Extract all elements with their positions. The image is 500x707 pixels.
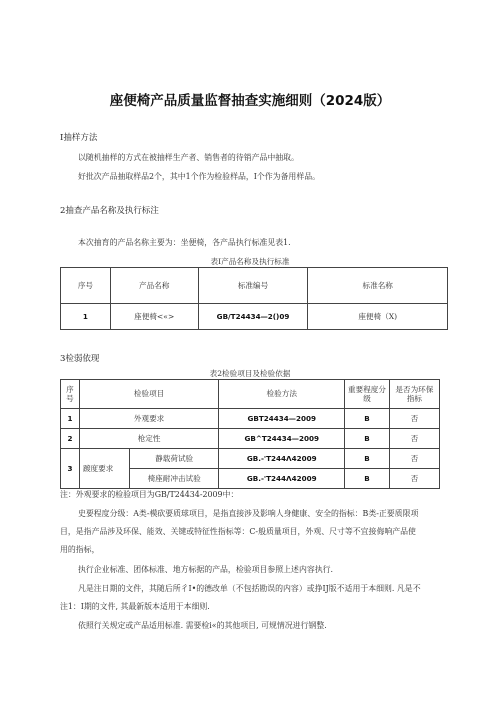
table-cell: GB.-'T244Λ42009: [219, 449, 345, 469]
column-header: 是否为环保指标: [389, 380, 439, 409]
table-cell: B: [345, 449, 390, 469]
column-header: 检验方法: [219, 380, 345, 409]
table-cell: GB^T24434—2009: [219, 429, 345, 449]
table-cell: GB.-'T244Λ42009: [219, 469, 345, 489]
section-heading-inspection-basis: 3检弱依现: [60, 354, 100, 364]
page-title: 座便椅产品质量监督抽查实施细则（2024版）: [109, 93, 391, 109]
table-cell: GB/T24434—2()09: [198, 304, 308, 330]
table-cell: 座便椅（X): [308, 304, 448, 330]
note-line: 注1：I期的文件, 其最新版本适用于本细则.: [60, 602, 210, 611]
column-header: 检验项目: [79, 380, 218, 409]
table-header-row: [61, 380, 440, 409]
table-cell: 枪定性: [79, 429, 218, 449]
column-header: 标准名称: [308, 268, 448, 304]
table-cell: 否: [389, 449, 439, 469]
column-header: 序号: [61, 268, 111, 304]
table-row: [61, 304, 448, 330]
table-caption: 表I产品名称及执行标准: [210, 257, 290, 266]
column-header: 重要程度分级: [345, 380, 390, 409]
table-cell: B: [345, 429, 390, 449]
table-cell: 外观要求: [79, 409, 218, 429]
table-caption: 表2检验项目及检验依据: [209, 369, 291, 378]
table-cell: GBT24434—2009: [219, 409, 345, 429]
table-header-row: [61, 268, 448, 304]
table-cell: 否: [389, 429, 439, 449]
table-cell: B: [345, 409, 390, 429]
column-header: 产品名称: [110, 268, 198, 304]
paragraph: 以随机抽样的方式在被抽样生产者、销售者的待销产品中抽取。: [78, 153, 299, 162]
table-row: [61, 449, 440, 469]
table-cell: 2: [61, 429, 80, 449]
note-line: 依照行关规定或产品适用标准. 需要检i«的其他项目, 可规情况进行钢整.: [78, 621, 327, 630]
paragraph: 好批次产品抽取样品2个，其中1个作为检验样品，I个作为备用样品。: [78, 172, 320, 181]
table-cell: 座便椅<«>: [110, 304, 198, 330]
inspection-items-table: [60, 379, 440, 489]
table-cell: 1: [61, 304, 111, 330]
table-cell: 1: [61, 409, 80, 429]
section-heading-products: 2抽查产品名称及执行标注: [60, 206, 159, 216]
section-heading-sampling: I抽样方法: [60, 133, 98, 143]
column-header: 标准编号: [198, 268, 308, 304]
note-line: 注：外观要求的检验项目为GB/T24434-2009中：: [60, 490, 239, 499]
note-line: 用的指标，: [60, 545, 100, 554]
note-line: 史要程度分级：A类-模砍要质球项目，是指直接涉及影响人身健康、安全的指标：B类-正要质限项: [78, 509, 419, 518]
table-cell: 静载荷试验: [130, 449, 219, 469]
paragraph: 本次抽育的产品名称主要为：坐便椅，各产品执行标准见表1.: [78, 238, 291, 247]
table-cell: 踱度要求: [79, 449, 129, 489]
table-cell: B: [345, 469, 390, 489]
table-row: [61, 409, 440, 429]
table-cell: 椅座耐冲击试验: [130, 469, 219, 489]
column-header: 序号: [61, 380, 80, 409]
table-cell: 否: [389, 469, 439, 489]
table-cell: 否: [389, 409, 439, 429]
table-cell: 3: [61, 449, 80, 489]
product-standard-table: [60, 267, 448, 330]
note-line: 执行企业标准、团体标准、地方标据的产品，检验项目参照上述内容执行.: [78, 565, 334, 574]
table-row: [61, 429, 440, 449]
note-line: 凡是注日期的文件，其随后所彳I•的德改单（不包括勘误的内容）或挣IJ版不适用于本细则. 凡是不: [78, 584, 421, 593]
note-line: 目，是指产品涉及环保、能效、关键或特征性指标等：C-般质量项目，外观、尺寸等不宜接侮响产品使: [60, 527, 416, 536]
